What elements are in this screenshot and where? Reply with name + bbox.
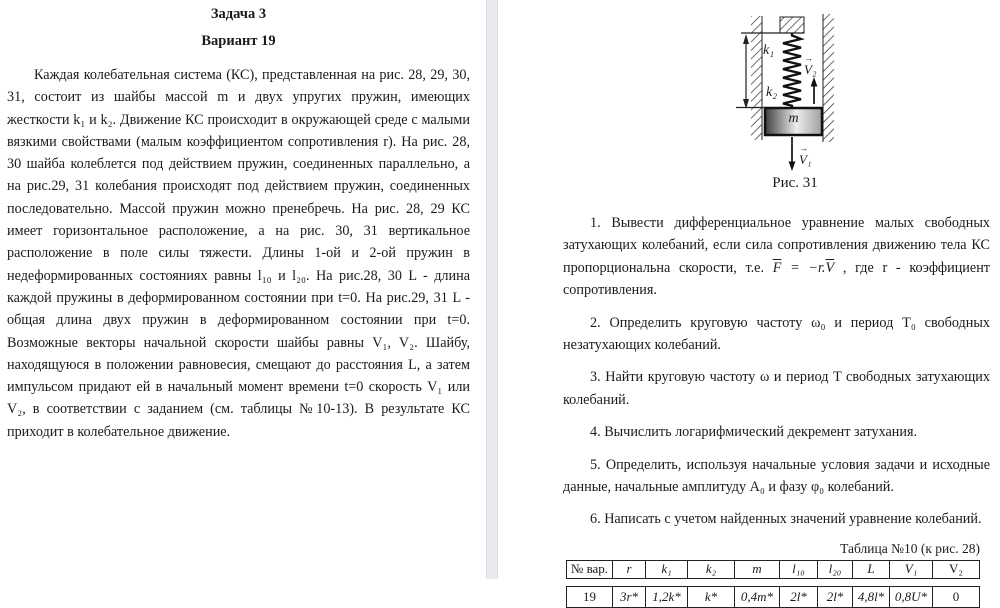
table-header-cell: k₁	[645, 561, 687, 578]
table-cell: 4,8l*	[852, 587, 889, 607]
right-wall-hatching	[823, 14, 834, 142]
table-header-cell: r	[612, 561, 645, 578]
page-right	[498, 0, 1000, 604]
spring-coil	[783, 33, 801, 108]
task1-text-end: , где r - коэффициент сопротивления.	[563, 259, 990, 299]
table-cell: 19	[583, 588, 596, 604]
doc-title: Задача 3	[210, 6, 267, 22]
task-list	[563, 212, 990, 531]
figure-31	[728, 5, 908, 197]
page-separator	[486, 0, 498, 579]
table-cell: 3r*	[612, 587, 645, 607]
table-cell: 0,8U*	[889, 587, 932, 607]
figure-caption: Рис. 31	[772, 175, 818, 191]
variant-table	[566, 560, 980, 608]
spring1-stiffness-label: k₁	[763, 43, 775, 58]
task-item-3: 3. Найти круговую частоту ω и период T свободных затухающих колебаний.	[563, 369, 990, 408]
table-header-cell: l₁₀	[779, 561, 817, 578]
table-header-cell: k₂	[687, 561, 734, 578]
task-item-1	[563, 212, 990, 302]
table-header-cell: L	[852, 561, 889, 578]
table-header-cell: V₁	[889, 561, 932, 578]
table-data-row	[566, 586, 980, 608]
table-header-cell: l₂₀	[817, 561, 852, 578]
table-header-cell: m	[734, 561, 779, 578]
table-cell: 2l*	[817, 587, 852, 607]
left-wall-hatching	[751, 16, 762, 140]
page-left	[0, 0, 486, 579]
task-item-2: 2. Определить круговую частоту ω₀ и период T₀ свободных незатухающих колебаний.	[563, 314, 990, 354]
table-cell: k*	[687, 587, 734, 607]
spring-mass-diagram	[728, 5, 908, 197]
velocity-vector-symbol: $\overline{V}$	[825, 259, 835, 276]
intro-paragraph: Каждая колебательная система (КС), представленная на рис. 28, 29, 30, 31, состоит из шайбы массой m и двух упругих пружин, имеющих жесткости k₁ и k₂. Движение КС происходит в окружающей среде с малыми вязкими свойствами (малым коэффициентом сопротивления r). На рис. 28, 30 шайба колеблется под действием пружин, соединенных параллельно, а на рис.29, 31 колебания происходят под действием пружин, соединенных последовательно. Массой пружин можно пренебречь. На рис. 28, 29 КС имеет горизонтальное расположение, а на рис. 30, 31 вертикальное расположение в поле силы тяжести. Длины 1-ой и 2-ой пружин в недеформированных состояниях равны l₁₀ и l₂₀. На рис.28, 30 L - длина каждой пружины в деформированном состоянии при t=0. На рис.29, 31 L - общая длина двух пружин в деформированном состоянии при t=0. Возможные векторы начальной скорости шайбы равны V₁, V₂. Шайбу, находящуюся в положении равновесия, смещают до расстояния L, а затем импульсом придают ей в начальный момент времени t=0 скорость V₁ или V₂, в соответствии с заданием (см. таблицы №10-13). В результате КС приходит в колебательное движение.	[7, 67, 470, 440]
v1-vector-label: → V₁	[799, 152, 811, 168]
table-header-row	[566, 560, 980, 579]
table-cell: 0,4m*	[734, 587, 779, 607]
v2-vector-label: → V₂	[804, 62, 816, 78]
table-header-cell: V₂	[932, 561, 979, 578]
force-vector-symbol: $\overline{F}$	[772, 259, 782, 276]
equation-middle: = −r.	[781, 259, 826, 276]
task-item-6: 6. Написать с учетом найденных значений уравнение колебаний.	[590, 511, 982, 528]
ceiling-anchor-hatching	[780, 17, 804, 33]
task-item-5: 5. Определить, используя начальные условия задачи и исходные данные, начальные амплитуду A₀ и фазу φ₀ колебаний.	[563, 456, 990, 496]
doc-variant-subtitle: Вариант 19	[201, 33, 276, 49]
table-cell: 2l*	[779, 587, 817, 607]
mass-label: m	[788, 111, 799, 126]
table-cell: 0	[932, 587, 979, 607]
spring2-stiffness-label: k₂	[766, 85, 778, 100]
table-caption: Таблица №10 (к рис. 28)	[840, 540, 980, 556]
table-cell: 1,2k*	[645, 587, 687, 607]
task-item-4: 4. Вычислить логарифмический декремент затухания.	[590, 424, 918, 441]
task1-text: 1. Вывести дифференциальное уравнение малых свободных затухающих колебаний, если сила сопротивления движению тела КС пропорциональна скорости, т.е.	[563, 215, 990, 276]
table-header-cell: № вар.	[570, 561, 609, 577]
